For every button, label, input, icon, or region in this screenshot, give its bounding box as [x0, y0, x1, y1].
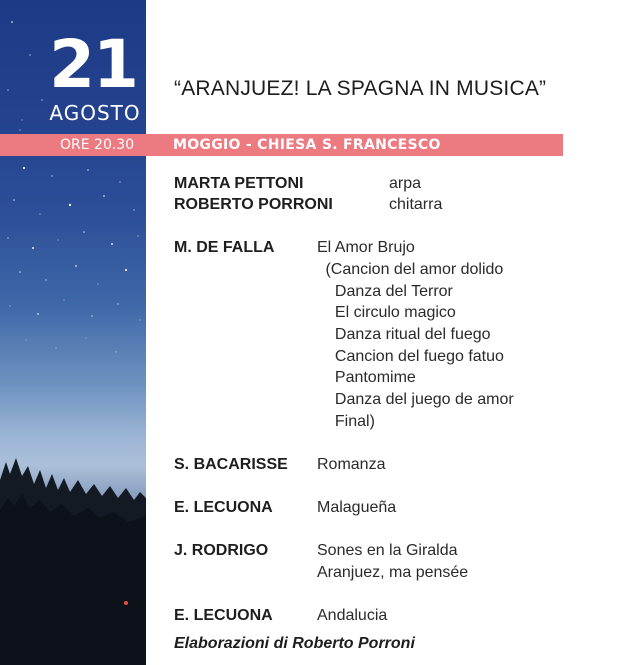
- work-title: Final): [326, 413, 375, 430]
- composer-name: S. BACARISSE: [174, 456, 288, 473]
- work-title: El Amor Brujo: [317, 239, 415, 256]
- composer-name: E. LECUONA: [174, 499, 273, 516]
- concert-venue: MOGGIO - CHIESA S. FRANCESCO: [173, 137, 441, 153]
- work-title: Danza del Terror: [326, 283, 453, 300]
- arrangement-credit: Elaborazioni di Roberto Porroni: [174, 635, 415, 652]
- time-place-band: [0, 134, 563, 156]
- date-month: AGOSTO: [49, 101, 141, 125]
- concert-title: “ARANJUEZ! LA SPAGNA IN MUSICA”: [174, 77, 547, 100]
- performer-instrument: arpa: [389, 175, 422, 192]
- work-title: Romanza: [317, 456, 386, 473]
- performer-name: MARTA PETTONI: [174, 175, 304, 192]
- composer-name: E. LECUONA: [174, 607, 273, 624]
- concert-time: ORE 20.30: [60, 137, 135, 153]
- work-title: El circulo magico: [326, 304, 456, 321]
- composer-name: M. DE FALLA: [174, 239, 275, 256]
- forest-silhouette: [0, 440, 146, 665]
- composer-name: J. RODRIGO: [174, 542, 269, 559]
- work-title: Aranjuez, ma pensée: [317, 564, 469, 581]
- work-title: Andalucia: [317, 607, 388, 624]
- work-title: Danza del juego de amor: [326, 391, 514, 408]
- work-title: Sones en la Giralda: [317, 542, 458, 559]
- work-title: Pantomime: [326, 369, 416, 386]
- work-title: Danza ritual del fuego: [326, 326, 491, 343]
- work-title: Malagueña: [317, 499, 397, 516]
- work-title: Cancion del fuego fatuo: [326, 348, 504, 365]
- work-title: (Cancion del amor dolido: [321, 261, 504, 278]
- date-day: 21: [49, 26, 137, 103]
- performer-instrument: chitarra: [389, 196, 443, 213]
- performer-name: ROBERTO PORRONI: [174, 196, 333, 213]
